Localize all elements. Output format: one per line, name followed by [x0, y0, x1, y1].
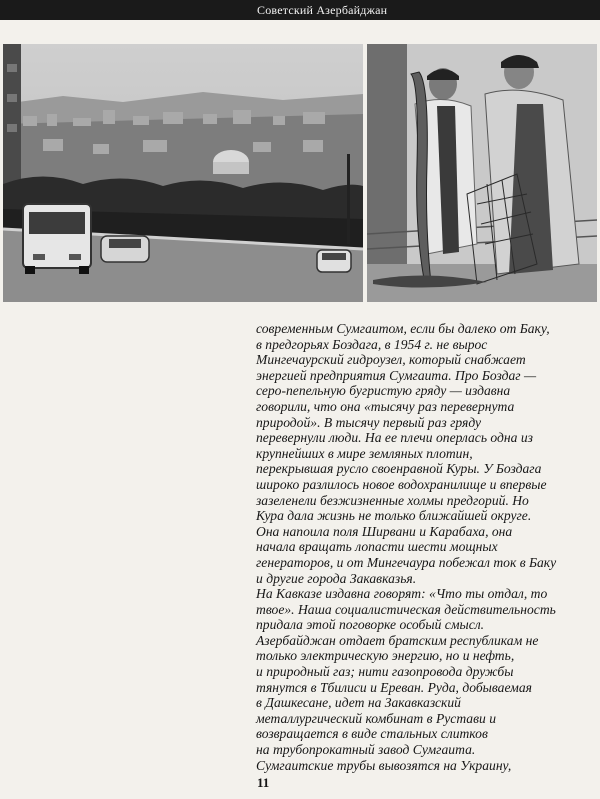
body-text-line: в предгорьях Боздага, в 1954 г. не вырос: [256, 336, 488, 352]
body-text-line: тянутся в Тбилиси и Ереван. Руда, добываемая: [256, 679, 532, 695]
body-text-line: и другие города Закавказья.: [256, 570, 417, 586]
body-text-line: зазеленели безжизненные холмы предгорий. Но: [256, 492, 529, 508]
page-number: 11: [257, 775, 270, 790]
body-text-line: На Кавказе издавна говорят: «Что ты отдал, то: [256, 586, 548, 602]
body-text-line: на трубопрокатный завод Сумгаита.: [256, 742, 476, 758]
body-text-line: в Дашкесане, идет на Закавказский: [256, 695, 461, 711]
photo-fishermen-with-sturgeon: [367, 44, 597, 302]
body-text-line: природой». В тысячу первый раз гряду: [256, 414, 482, 430]
body-text-line: Сумгаитские трубы вывозятся на Украину,: [256, 757, 512, 773]
body-text-line: возвращается в виде стальных слитков: [256, 726, 488, 742]
body-text-line: крупнейших в мире земляных плотин,: [256, 445, 473, 461]
body-text-line: перевернули люди. На ее плечи оперлась одна из: [256, 430, 533, 446]
body-text-line: Мингечаурский гидроузел, который снабжает: [256, 352, 526, 368]
body-text-line: Кура дала жизнь не только ближайшей округе.: [256, 508, 532, 524]
photo-baku-city-view: [3, 44, 363, 302]
body-text-line: серо-пепельную бугристую гряду — издавна: [256, 383, 511, 399]
body-text-line: перекрывшая русло своенравной Куры. У Боздага: [256, 461, 542, 477]
body-text-line: энергией предприятия Сумгаита. Про Боздаг —: [256, 367, 537, 383]
body-text-line: металлургический комбинат в Рустави и: [256, 710, 496, 726]
body-text-line: твое». Наша социалистическая действительность: [256, 601, 556, 617]
body-text-line: широко разлилось новое водохранилище и впервые: [256, 476, 547, 492]
header-title: Советский Азербайджан: [257, 3, 388, 17]
body-text: [256, 321, 592, 773]
body-text-line: Она напоила поля Ширвани и Карабаха, она: [256, 523, 513, 539]
running-header: [0, 0, 600, 20]
body-text-line: Азербайджан отдает братским республикам не: [256, 632, 539, 648]
body-text-line: современным Сумгаитом, если бы далеко от Баку,: [256, 321, 550, 336]
body-text-line: только электрическую энергию, но и нефть,: [256, 648, 515, 664]
body-text-line: генераторов, и от Мингечаура побежал ток в Баку: [256, 554, 557, 570]
body-text-line: и природный газ; нити газопровода дружбы: [256, 664, 514, 680]
body-text-line: говорили, что она «тысячу раз перевернута: [256, 398, 515, 414]
body-text-line: начала вращать лопасти шести мощных: [256, 539, 498, 555]
body-text-line: придала этой поговорке особый смысл.: [256, 617, 485, 633]
